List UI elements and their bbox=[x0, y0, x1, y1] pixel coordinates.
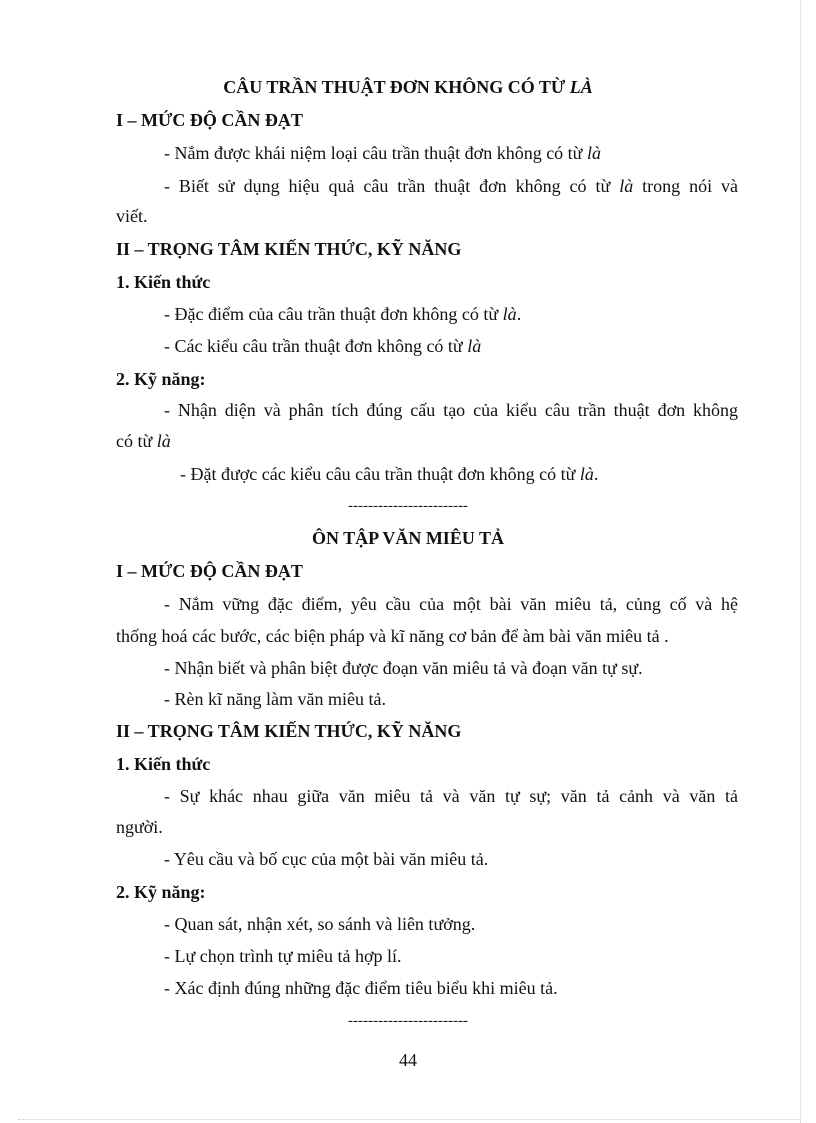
section2-separator: ------------------------ bbox=[348, 1013, 468, 1029]
section1-subheading-skills: 2. Kỹ năng: bbox=[116, 369, 206, 389]
section2-skill-2: - Lự chọn trình tự miêu tả hợp lí. bbox=[164, 946, 402, 966]
section2-subheading-knowledge: 1. Kiến thức bbox=[116, 754, 211, 774]
section2-subheading-skills: 2. Kỹ năng: bbox=[116, 882, 206, 902]
section1-knowledge-1: - Đặc điểm của câu trần thuật đơn không có từ là. bbox=[164, 304, 522, 324]
section2-knowledge-2: - Yêu cầu và bố cục của một bài văn miêu tả. bbox=[164, 849, 489, 869]
section1-skill-1: - Nhận diện và phân tích đúng cấu tạo của kiểu câu trần thuật đơn không bbox=[164, 400, 738, 420]
section1-heading-objectives: I – MỨC ĐỘ CẦN ĐẠT bbox=[116, 110, 303, 130]
section1-objective-1: - Nắm được khái niệm loại câu trần thuật đơn không có từ là bbox=[164, 143, 601, 163]
section2-objective-3: - Rèn kĩ năng làm văn miêu tả. bbox=[164, 689, 386, 709]
section2-objective-1: - Nắm vững đặc điểm, yêu cầu của một bài văn miêu tả, củng cố và hệ bbox=[164, 594, 738, 614]
page-border-bottom bbox=[18, 1119, 800, 1120]
section2-title: ÔN TẬP VĂN MIÊU TẢ bbox=[311, 528, 505, 548]
section1-separator: ------------------------ bbox=[348, 498, 468, 514]
section1-skill-2: - Đặt được các kiểu câu câu trần thuật đơn không có từ là. bbox=[180, 464, 599, 484]
section1-objective-2: - Biết sử dụng hiệu quả câu trần thuật đơn không có từ là trong nói và bbox=[164, 176, 738, 196]
section1-objective-2-cont: viết. bbox=[116, 206, 148, 226]
section2-heading-focus: II – TRỌNG TÂM KIẾN THỨC, KỸ NĂNG bbox=[116, 721, 462, 741]
section1-knowledge-2: - Các kiểu câu trần thuật đơn không có từ là bbox=[164, 336, 482, 356]
page-number: 44 bbox=[399, 1050, 417, 1070]
section2-skill-1: - Quan sát, nhận xét, so sánh và liên tưởng. bbox=[164, 914, 476, 934]
section2-knowledge-1-cont: người. bbox=[116, 817, 163, 837]
section2-objective-2: - Nhận biết và phân biệt được đoạn văn miêu tả và đoạn văn tự sự. bbox=[164, 658, 643, 678]
section2-skill-3: - Xác định đúng những đặc điểm tiêu biểu khi miêu tả. bbox=[164, 978, 558, 998]
section2-objective-1-cont: thống hoá các bước, các biện pháp và kĩ năng cơ bản để àm bài văn miêu tả . bbox=[116, 626, 669, 646]
section1-skill-1-cont: có từ là bbox=[116, 431, 171, 451]
section1-heading-focus: II – TRỌNG TÂM KIẾN THỨC, KỸ NĂNG bbox=[116, 239, 462, 259]
section1-title: CÂU TRẦN THUẬT ĐƠN KHÔNG CÓ TỪ LÀ bbox=[223, 77, 593, 97]
page-border-right bbox=[800, 0, 801, 1123]
section2-knowledge-1: - Sự khác nhau giữa văn miêu tả và văn tự sự; văn tả cảnh và văn tả bbox=[164, 786, 738, 806]
section2-heading-objectives: I – MỨC ĐỘ CẦN ĐẠT bbox=[116, 561, 303, 581]
section1-subheading-knowledge: 1. Kiến thức bbox=[116, 272, 211, 292]
